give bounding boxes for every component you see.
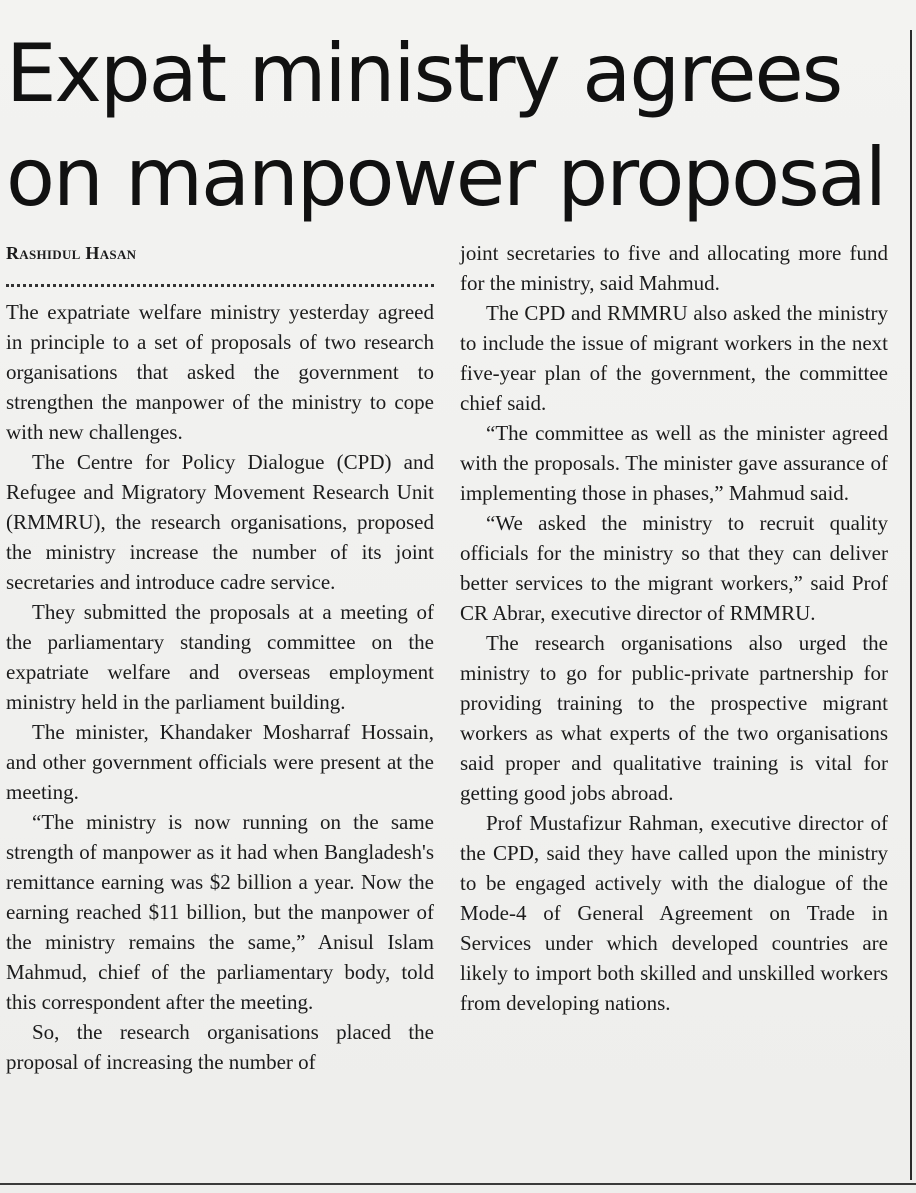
article-column-right	[460, 238, 888, 1018]
headline-line-1: Expat ministry agrees	[6, 27, 842, 120]
paragraph: The research organisations also urged the ministry to go for public-private partnership for providing training to the prospective migrant workers as what experts of the two organisations said proper and qualitative training is vital for getting good jobs abroad.	[460, 631, 888, 805]
paragraph: They submitted the proposals at a meeting of the parliamentary standing committee on the expatriate welfare and overseas employment ministry held in the parliament building.	[6, 600, 434, 714]
paragraph: “The committee as well as the minister agreed with the proposals. The minister gave assurance of implementing those in phases,” Mahmud said.	[460, 421, 888, 505]
paragraph: The CPD and RMMRU also asked the ministry to include the issue of migrant workers in the next five-year plan of the government, the committee chief said.	[460, 301, 888, 415]
paragraph: The minister, Khandaker Mosharraf Hossain, and other government officials were present at the meeting.	[6, 720, 434, 804]
paragraph: “The ministry is now running on the same strength of manpower as it had when Bangladesh's remittance earning was $2 billion a year. Now the earning reached $11 billion, but the manpower of the ministry remains the same,” Anisul Islam Mahmud, chief of the parliamentary body, told this correspondent after the meeting.	[6, 810, 434, 1014]
paragraph: So, the research organisations placed the proposal of increasing the number of	[6, 1020, 434, 1074]
byline-divider	[6, 262, 434, 287]
paragraph: “We asked the ministry to recruit quality officials for the ministry so that they can deliver better services to the migrant workers,” said Prof CR Abrar, executive director of RMMRU.	[460, 511, 888, 625]
article-column-left	[6, 238, 434, 1077]
byline: Rashidul Hasan	[6, 243, 137, 263]
column-rule	[910, 30, 912, 1180]
paragraph-continued: joint secretaries to five and allocating more fund for the ministry, said Mahmud.	[460, 241, 888, 295]
paragraph: The expatriate welfare ministry yesterday agreed in principle to a set of proposals of two research organisations that asked the government to strengthen the manpower of the ministry to cope with new challenges.	[6, 300, 434, 444]
headline-line-2: on manpower proposal	[6, 131, 885, 224]
paragraph: The Centre for Policy Dialogue (CPD) and Refugee and Migratory Movement Research Unit (RMMRU), the research organisations, proposed the ministry increase the number of its joint secretaries and introduce cadre service.	[6, 450, 434, 594]
headline	[6, 22, 906, 230]
bottom-rule	[0, 1183, 916, 1185]
paragraph: Prof Mustafizur Rahman, executive director of the CPD, said they have called upon the ministry to be engaged actively with the dialogue of the Mode-4 of General Agreement on Trade in Services under which developed countries are likely to import both skilled and unskilled workers from developing nations.	[460, 811, 888, 1015]
